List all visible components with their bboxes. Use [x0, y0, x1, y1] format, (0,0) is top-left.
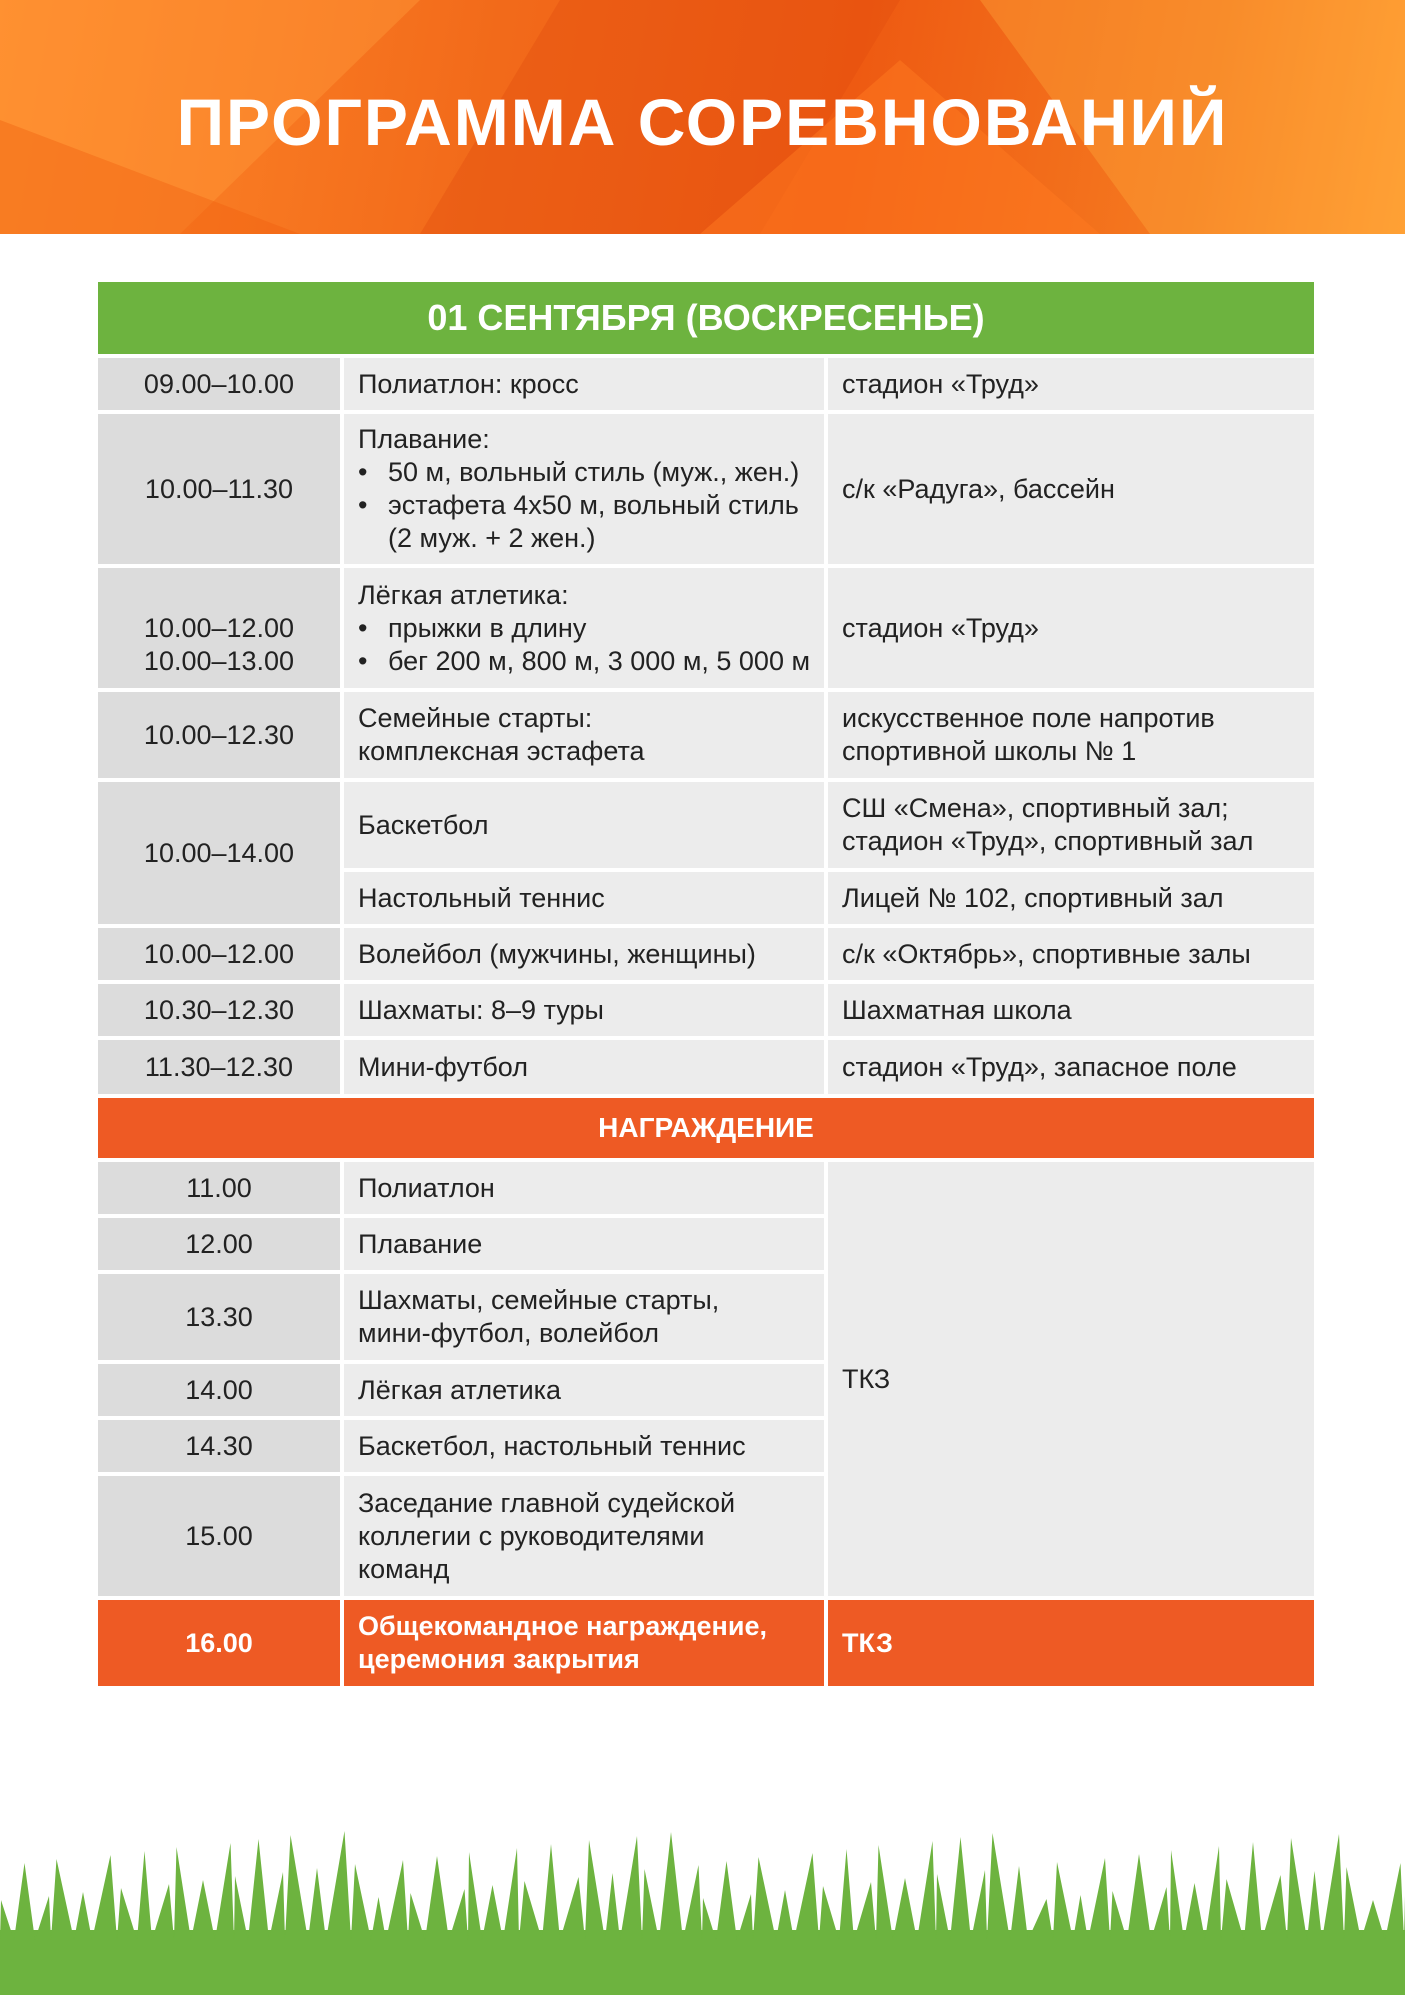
time-cell: 13.30: [98, 1274, 340, 1360]
event-cell: [344, 692, 824, 778]
event-cell: Шахматы: 8–9 туры: [344, 984, 824, 1036]
page-title: ПРОГРАММА СОРЕВНОВАНИЙ: [176, 85, 1229, 159]
event-cell: Плавание: [344, 1218, 824, 1270]
time-cell: 14.30: [98, 1420, 340, 1472]
event-line: церемония закрытия: [358, 1644, 640, 1674]
event-cell: Баскетбол, настольный теннис: [344, 1420, 824, 1472]
place-cell: с/к «Радуга», бассейн: [828, 414, 1314, 564]
time-cell: 14.00: [98, 1364, 340, 1416]
place-cell: стадион «Труд», запасное поле: [828, 1040, 1314, 1094]
event-cell: [344, 1274, 824, 1360]
event-title: Лёгкая атлетика:: [358, 579, 569, 610]
grass-decoration: [0, 1820, 1405, 1995]
place-cell: с/к «Октябрь», спортивные залы: [828, 928, 1314, 980]
day-header: 01 СЕНТЯБРЯ (ВОСКРЕСЕНЬЕ): [98, 282, 1314, 354]
time-cell: 10.00–11.30: [98, 414, 340, 564]
event-line: Семейные старты:: [358, 703, 593, 733]
time-cell: 10.00–12.30: [98, 692, 340, 778]
time-cell: 12.00: [98, 1218, 340, 1270]
event-cell: [344, 1600, 824, 1686]
place-line: СШ «Смена», спортивный зал;: [842, 793, 1229, 823]
place-cell: [828, 692, 1314, 778]
award-header: НАГРАЖДЕНИЕ: [98, 1098, 1314, 1158]
time-cell: 16.00: [98, 1600, 340, 1686]
event-cell: Баскетбол: [344, 782, 824, 868]
event-cell: Лёгкая атлетика: [344, 1364, 824, 1416]
event-cell: [344, 568, 824, 688]
event-cell: [344, 1476, 824, 1596]
event-cell: Волейбол (мужчины, женщины): [344, 928, 824, 980]
place-cell: [828, 782, 1314, 868]
place-line: искусственное поле напротив: [842, 703, 1215, 733]
event-line: комплексная эстафета: [358, 736, 645, 766]
time-cell: 15.00: [98, 1476, 340, 1596]
event-line: Заседание главной судейской: [358, 1487, 736, 1518]
time-cell: 09.00–10.00: [98, 358, 340, 410]
event-cell: Настольный теннис: [344, 872, 824, 924]
event-line: команд: [358, 1553, 450, 1584]
awards-place-cell: ТКЗ: [828, 1162, 1314, 1596]
place-line: стадион «Труд», спортивный зал: [842, 826, 1254, 856]
time-cell: 10.30–12.30: [98, 984, 340, 1036]
bullet-item: • 50 м, вольный стиль (муж., жен.): [358, 457, 800, 487]
time-cell: 10.00–14.00: [98, 782, 340, 924]
event-title: Плавание:: [358, 424, 490, 454]
time-cell: [98, 568, 340, 688]
header-banner: [0, 0, 1405, 234]
event-cell: Мини-футбол: [344, 1040, 824, 1094]
place-cell: ТКЗ: [828, 1600, 1314, 1686]
place-cell: стадион «Труд»: [828, 568, 1314, 688]
event-line: коллегии с руководителями: [358, 1520, 705, 1551]
place-line: спортивной школы № 1: [842, 736, 1137, 766]
event-line: мини-футбол, волейбол: [358, 1318, 660, 1348]
time-cell: 11.30–12.30: [98, 1040, 340, 1094]
time-value: 10.00–12.00: [143, 612, 295, 643]
event-line: Общекомандное награждение,: [358, 1611, 767, 1641]
event-cell: Полиатлон: [344, 1162, 824, 1214]
place-cell: стадион «Труд»: [828, 358, 1314, 410]
place-cell: Шахматная школа: [828, 984, 1314, 1036]
event-cell: [344, 414, 824, 564]
time-value: 10.00–13.00: [143, 645, 295, 676]
bullet-item: • эстафета 4х50 м, вольный стиль (2 муж. + 2 жен.): [358, 490, 799, 553]
bullet-item: • бег 200 м, 800 м, 3 000 м, 5 000 м: [358, 645, 811, 676]
time-cell: 11.00: [98, 1162, 340, 1214]
bullet-item: • прыжки в длину: [358, 612, 587, 643]
time-cell: 10.00–12.00: [98, 928, 340, 980]
event-line: Шахматы, семейные старты,: [358, 1285, 720, 1315]
event-cell: Полиатлон: кросс: [344, 358, 824, 410]
place-cell: Лицей № 102, спортивный зал: [828, 872, 1314, 924]
